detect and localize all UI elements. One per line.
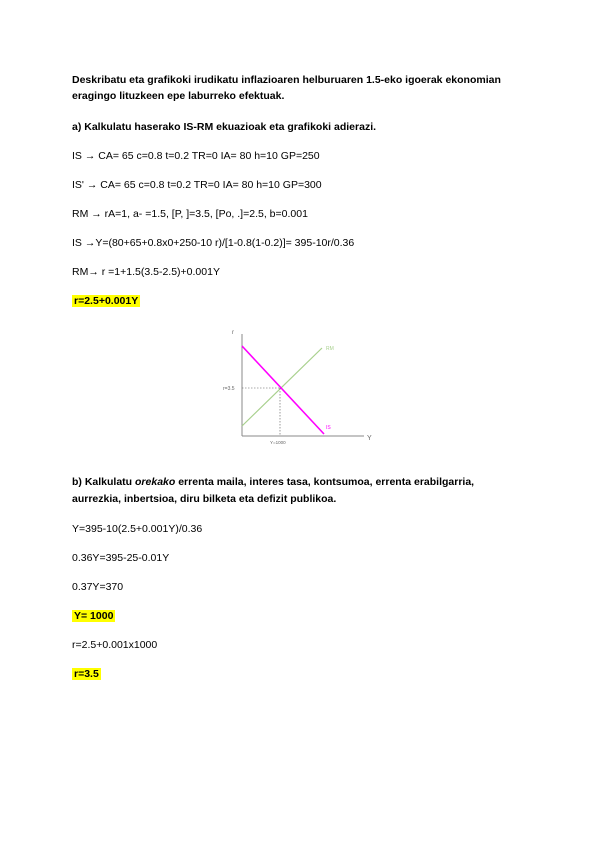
equation-rm: RM → rA=1, a- =1.5, [P, ]=3.5, [Po, .]=2.5, b=0.001: [72, 208, 308, 220]
section-b-title-line-2: aurrezkia, inbertsioa, diru bilketa eta defizit publikoa.: [72, 493, 337, 505]
intro-text-line-1: Deskribatu eta grafikoki irudikatu inflazioaren helburuaren 1.5-eko igoerak ekonomian: [72, 74, 501, 86]
x-axis-label: Y: [367, 435, 372, 442]
highlight-y-result: Y= 1000: [74, 610, 114, 622]
intro-text-line-2: eragingo lituzkeen epe laburreko efektuak.: [72, 90, 285, 102]
highlight-r-result: r=3.5: [74, 668, 99, 680]
is-curve: [242, 346, 324, 434]
calc-step-3: 0.37Y=370: [72, 581, 124, 593]
is-label: IS: [326, 425, 331, 431]
highlight-r-equation: r=2.5+0.001Y: [74, 295, 139, 307]
equation-is-solution: IS →Y=(80+65+0.8x0+250-10 r)/[1-0.8(1-0.2)]= 395-10r/0.36: [72, 237, 355, 249]
calc-step-2: 0.36Y=395-25-0.01Y: [72, 552, 170, 564]
section-b-title-line-1: b) Kalkulatu orekako errenta maila, interes tasa, kontsumoa, errenta erabilgarria,: [72, 476, 475, 488]
equation-is-prime: IS' → CA= 65 c=0.8 t=0.2 TR=0 IA= 80 h=10 GP=300: [72, 179, 322, 191]
y-axis-label: r: [232, 330, 234, 336]
y-tick-label: Y=1000: [270, 440, 286, 445]
calc-step-4: r=2.5+0.001x1000: [72, 639, 158, 651]
is-rm-diagram: [222, 326, 392, 446]
calc-step-1: Y=395-10(2.5+0.001Y)/0.36: [72, 523, 203, 535]
equation-rm-solution: RM→ r =1+1.5(3.5-2.5)+0.001Y: [72, 266, 220, 278]
equation-is: IS → CA= 65 c=0.8 t=0.2 TR=0 IA= 80 h=10 GP=250: [72, 150, 320, 162]
r-tick-label: r=3.5: [223, 386, 235, 392]
rm-label: RM: [326, 346, 334, 352]
section-a-title: a) Kalkulatu haserako IS-RM ekuazioak eta grafikoki adierazi.: [72, 121, 377, 133]
